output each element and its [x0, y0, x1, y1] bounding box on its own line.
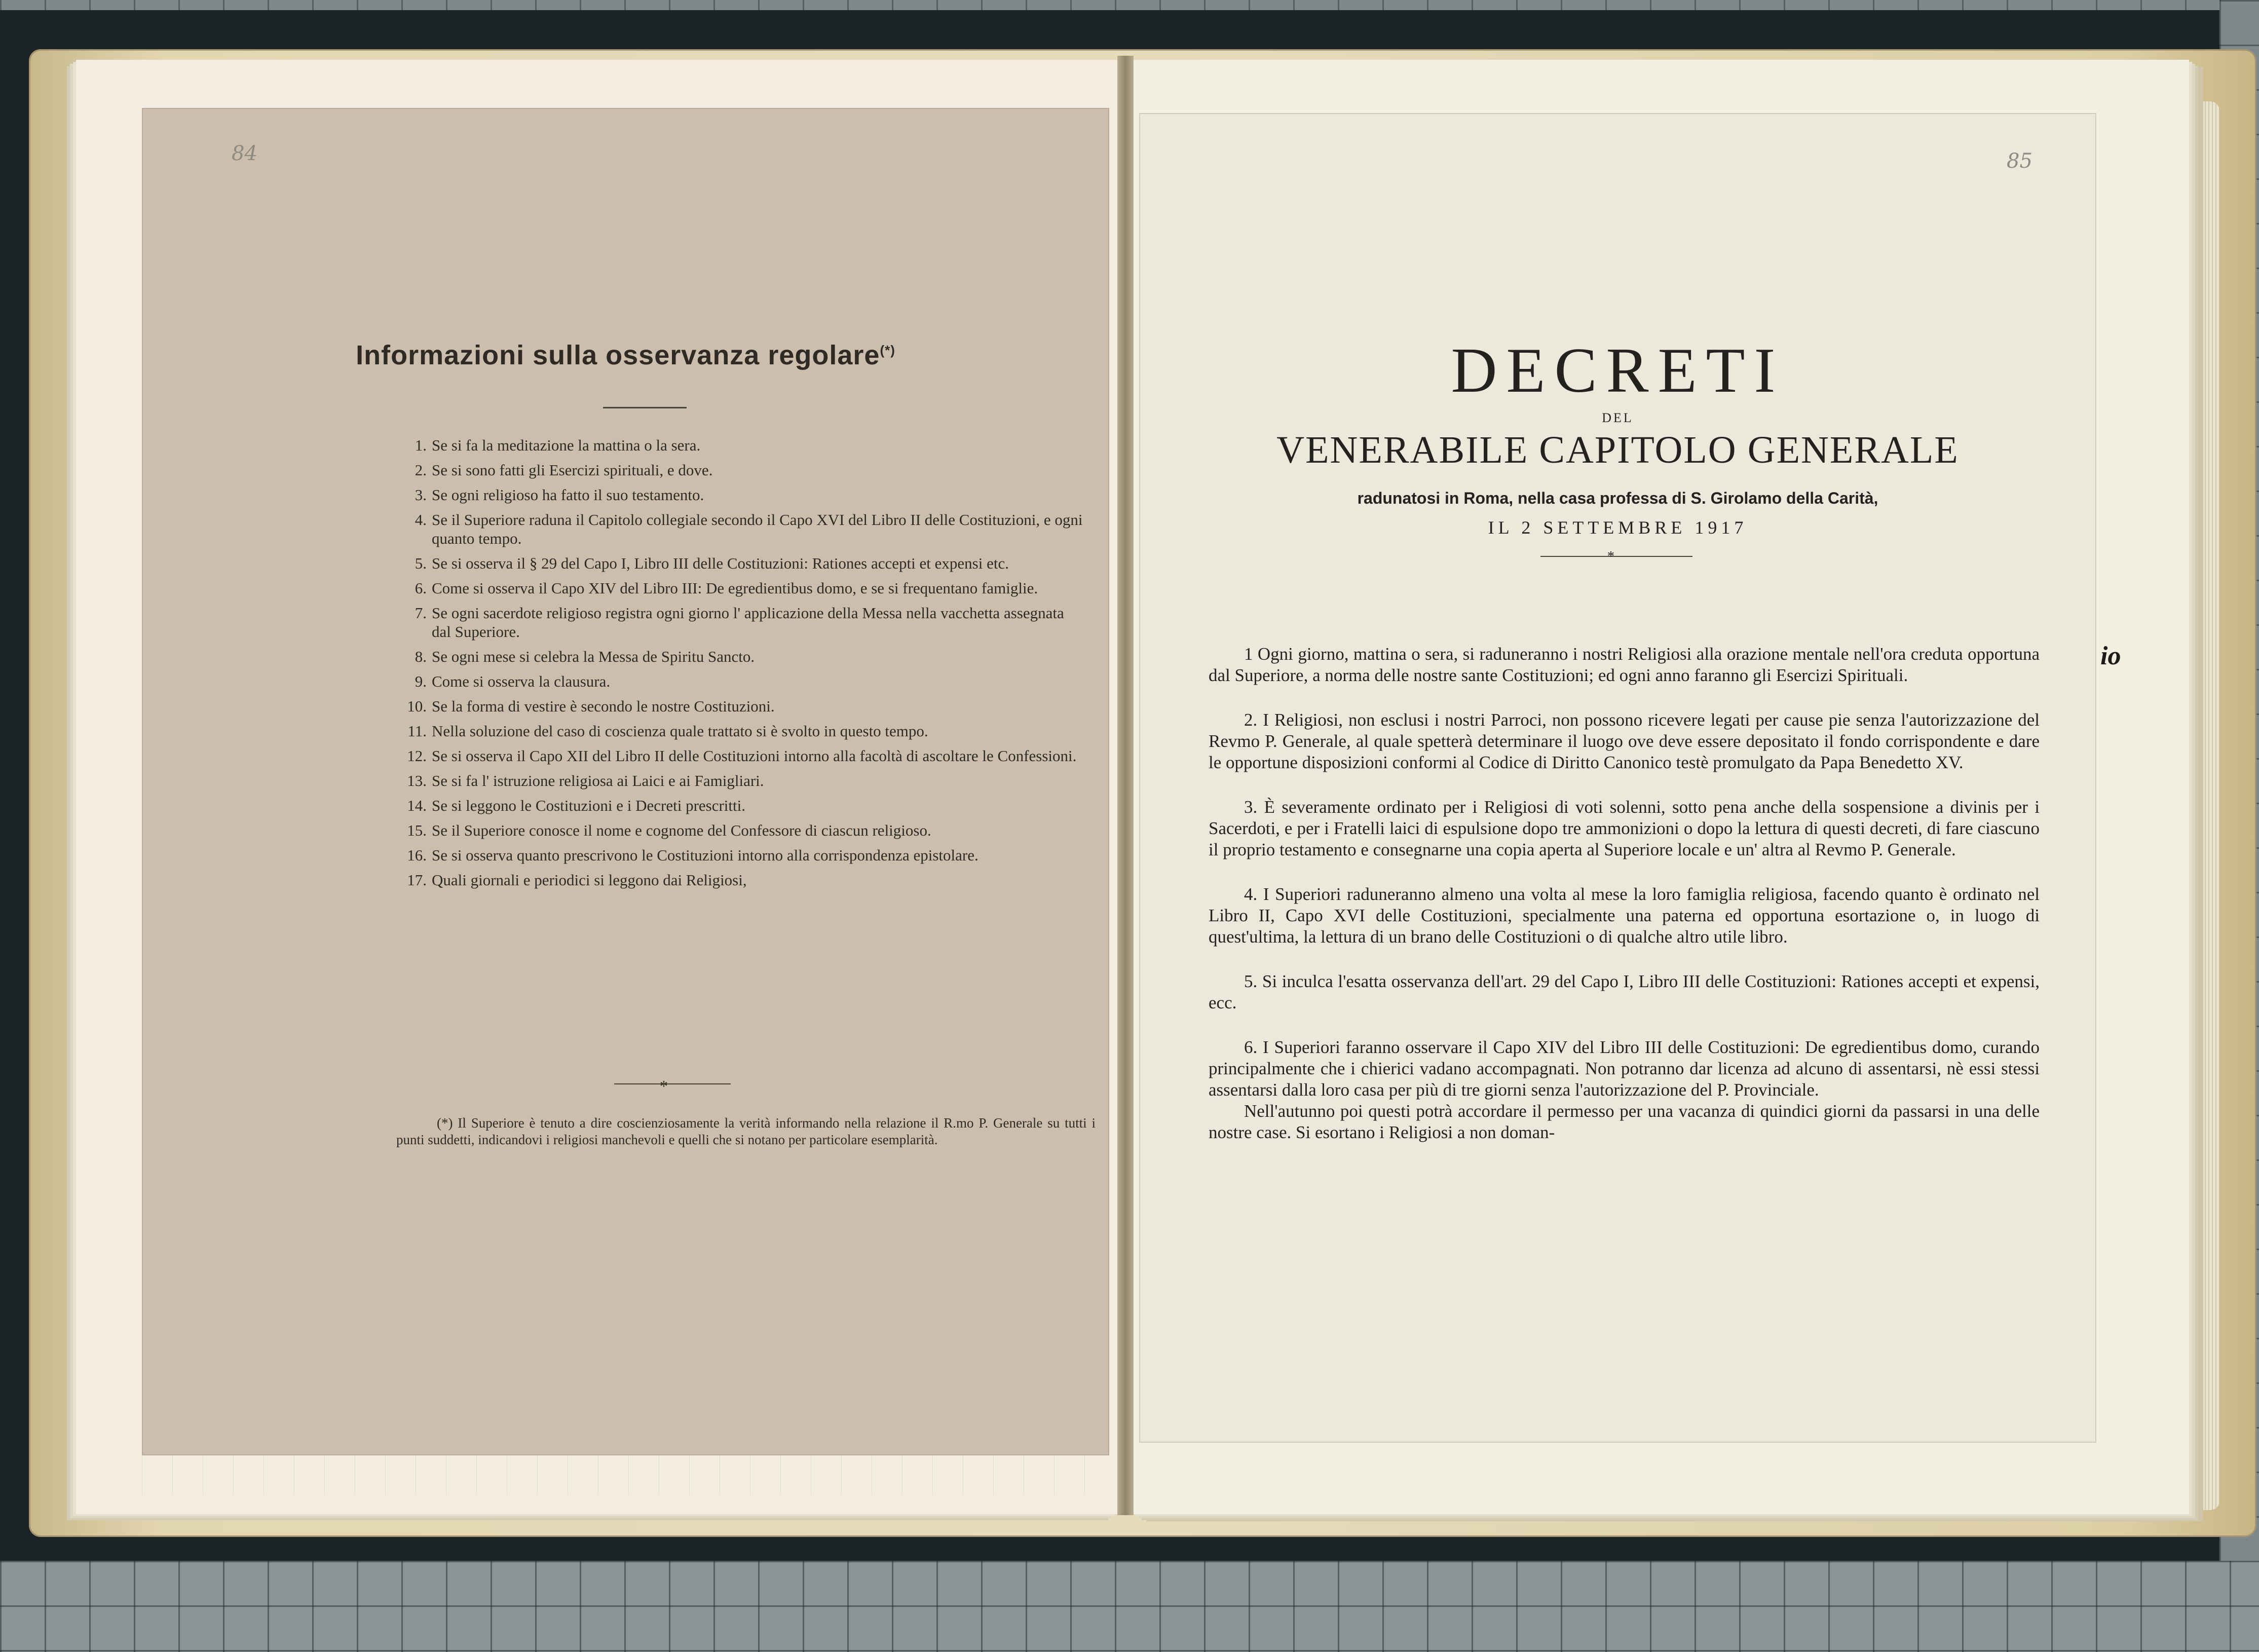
question-item [406, 722, 1116, 740]
question-text: Se si osserva quanto prescrivono le Costituzioni intorno alla corrispondenza epistolare. [432, 846, 978, 864]
question-text: Se si sono fatti gli Esercizi spirituali, e dove. [432, 461, 713, 479]
question-item [406, 846, 1116, 865]
question-text: Se si leggono le Costituzioni e i Decreti prescritti. [432, 797, 746, 814]
question-number: 7. [415, 604, 427, 622]
question-item [406, 697, 1116, 716]
question-number: 16. [407, 846, 427, 864]
bleed-through-text: io [2100, 642, 2121, 670]
bottom-ruler [0, 1561, 2259, 1652]
question-number: 15. [407, 821, 427, 839]
top-ruler [0, 0, 2259, 11]
question-number: 12. [407, 747, 427, 765]
question-item [406, 821, 1116, 840]
question-item [406, 746, 1116, 765]
question-item [406, 871, 1116, 889]
decree-paragraph: 1 Ogni giorno, mattina o sera, si raduneranno i nostri Religiosi alla orazione mentale nell'ora creduta opportuna dal Superiore, a norma delle nostre sante Costituzioni; ed ogni anno faranno gli Esercizi Spirituali. [1209, 644, 2040, 685]
question-number: 9. [415, 672, 427, 690]
question-item [406, 554, 1116, 573]
question-text: Se si fa la meditazione la mattina o la sera. [432, 436, 701, 454]
question-text: Se si fa l' istruzione religiosa ai Laici e ai Famigliari. [432, 772, 764, 790]
question-number: 2. [415, 461, 427, 479]
left-page-number: 84 [232, 142, 257, 165]
question-number: 13. [407, 772, 427, 790]
question-item [406, 436, 1116, 455]
question-item [406, 461, 1116, 479]
left-page-title: Informazioni sulla osservanza regolare(*) [356, 340, 895, 370]
question-number: 14. [407, 797, 427, 814]
question-item [406, 604, 1116, 641]
decree-paragraph: 5. Si inculca l'esatta osservanza dell'art. 29 del Capo I, Libro III delle Costituzioni: Rationes accepti et expensi, ecc. [1209, 971, 2040, 1012]
right-document-page [1140, 114, 2095, 1442]
decree-title: DECRETI [1451, 335, 1785, 406]
decree-location: radunatosi in Roma, nella casa professa di S. Girolamo della Carità, [1357, 489, 1878, 507]
divider-star: * [660, 1077, 668, 1095]
decree-paragraph: 4. I Superiori raduneranno almeno una volta al mese la loro famiglia religiosa, facendo quanto è ordinato nel Libro II, Capo XVI delle Costituzioni, specialmente una paterna ed opportuna esortazione o, in luogo di quest'ultima, la lettura di un brano delle Costituzioni o di qualche altro utile libro. [1209, 884, 2040, 947]
question-number: 8. [415, 648, 427, 665]
question-number: 11. [407, 722, 427, 740]
decree-divider [1540, 556, 1692, 557]
decree-paragraph: 6. I Superiori faranno osservare il Capo XIV del Libro III delle Costituzioni: De egredientibus domo, curando principalmente che i chierici vadano accompagnati. Non potranno dar licenza ad alcuno di assentarsi, nè essi stessi assentarsi dalla loro casa per più di tre giorni senza l'autorizzazione del P. Provinciale. [1209, 1037, 2040, 1100]
question-text: Se si osserva il Capo XII del Libro II delle Costituzioni intorno alla facoltà di ascoltare le Confessioni. [432, 747, 1077, 765]
right-page-number: 85 [2007, 149, 2032, 173]
left-document-page [143, 109, 1108, 1454]
question-number: 10. [407, 697, 427, 715]
question-item [406, 672, 1116, 691]
question-item [406, 771, 1116, 790]
decree-paragraph: 3. È severamente ordinato per i Religiosi di voti solenni, sotto pena anche della sospensione a divinis per i Sacerdoti, e per i Fratelli laici di espulsione dopo tre ammonizioni o dopo la lettura di questi decreti, di fare ciascuno il proprio testamento e consegnarne una copia aperta al Superiore locale e un' altra al Revmo P. Generale. [1209, 797, 2040, 859]
question-text: Se il Superiore raduna il Capitolo collegiale secondo il Capo XVI del Libro II delle Costituzioni, e ogni quanto tempo. [432, 511, 1083, 547]
footnote-divider [614, 1083, 731, 1084]
question-number: 6. [415, 579, 427, 597]
decree-body [1209, 644, 2040, 1167]
question-number: 1. [415, 436, 427, 454]
question-text: Se il Superiore conosce il nome e cognome del Confessore di ciascun religioso. [432, 821, 931, 839]
question-text: Nella soluzione del caso di coscienza quale trattato si è svolto in questo tempo. [432, 722, 928, 740]
footnote: (*) Il Superiore è tenuto a dire coscienziosamente la verità informando nella relazione il R.mo P. Generale su tutti i punti suddetti, indicandovi i religiosi manchevoli e quelli che si notano per particolare esemplarità. [396, 1115, 1096, 1147]
footnote-mark: (*) [880, 343, 895, 358]
question-item [406, 510, 1116, 548]
question-text: Se si osserva il § 29 del Capo I, Libro III delle Costituzioni: Rationes accepti et expensi etc. [432, 554, 1009, 572]
question-number: 3. [415, 486, 427, 504]
decree-title-del: DEL [1602, 410, 1634, 425]
question-number: 4. [415, 511, 427, 529]
decree-paragraph: Nell'autunno poi questi potrà accordare il permesso per una vacanza di quindici giorni da passarsi in una delle nostre case. Si esortano i Religiosi a non doman- [1209, 1101, 2040, 1142]
question-text: Se ogni religioso ha fatto il suo testamento. [432, 486, 704, 504]
question-number: 17. [407, 871, 427, 889]
question-text: Se ogni mese si celebra la Messa de Spiritu Sancto. [432, 648, 755, 665]
questions-list [406, 436, 1116, 895]
decree-date: IL 2 SETTEMBRE 1917 [1488, 517, 1748, 538]
title-divider [603, 407, 687, 408]
question-text: Come si osserva il Capo XIV del Libro III: De egredientibus domo, e se si frequentano famiglie. [432, 579, 1038, 597]
decree-paragraph: 2. I Religiosi, non esclusi i nostri Parroci, non possono ricevere legati per cause pie senza l'autorizzazione del Revmo P. Generale, al quale spetterà determinare il luogo ove deve essere depositato il fondo corrispondente e dare le opportune disposizioni conformi al Codice di Diritto Canonico testè promulgato da Papa Benedetto XV. [1209, 710, 2040, 772]
decree-divider-star: * [1607, 549, 1614, 565]
decree-subtitle: VENERABILE CAPITOLO GENERALE [1276, 429, 1959, 471]
question-item [406, 579, 1116, 597]
question-text: Come si osserva la clausura. [432, 672, 611, 690]
question-text: Quali giornali e periodici si leggono dai Religiosi, [432, 871, 747, 889]
question-item [406, 647, 1116, 666]
question-item [406, 485, 1116, 504]
question-number: 5. [415, 554, 427, 572]
question-text: Se ogni sacerdote religioso registra ogni giorno l' applicazione della Messa nella vacchetta assegnata dal Superiore. [432, 604, 1064, 641]
question-text: Se la forma di vestire è secondo le nostre Costituzioni. [432, 697, 775, 715]
book-gutter [1117, 56, 1134, 1515]
question-item [406, 796, 1116, 815]
